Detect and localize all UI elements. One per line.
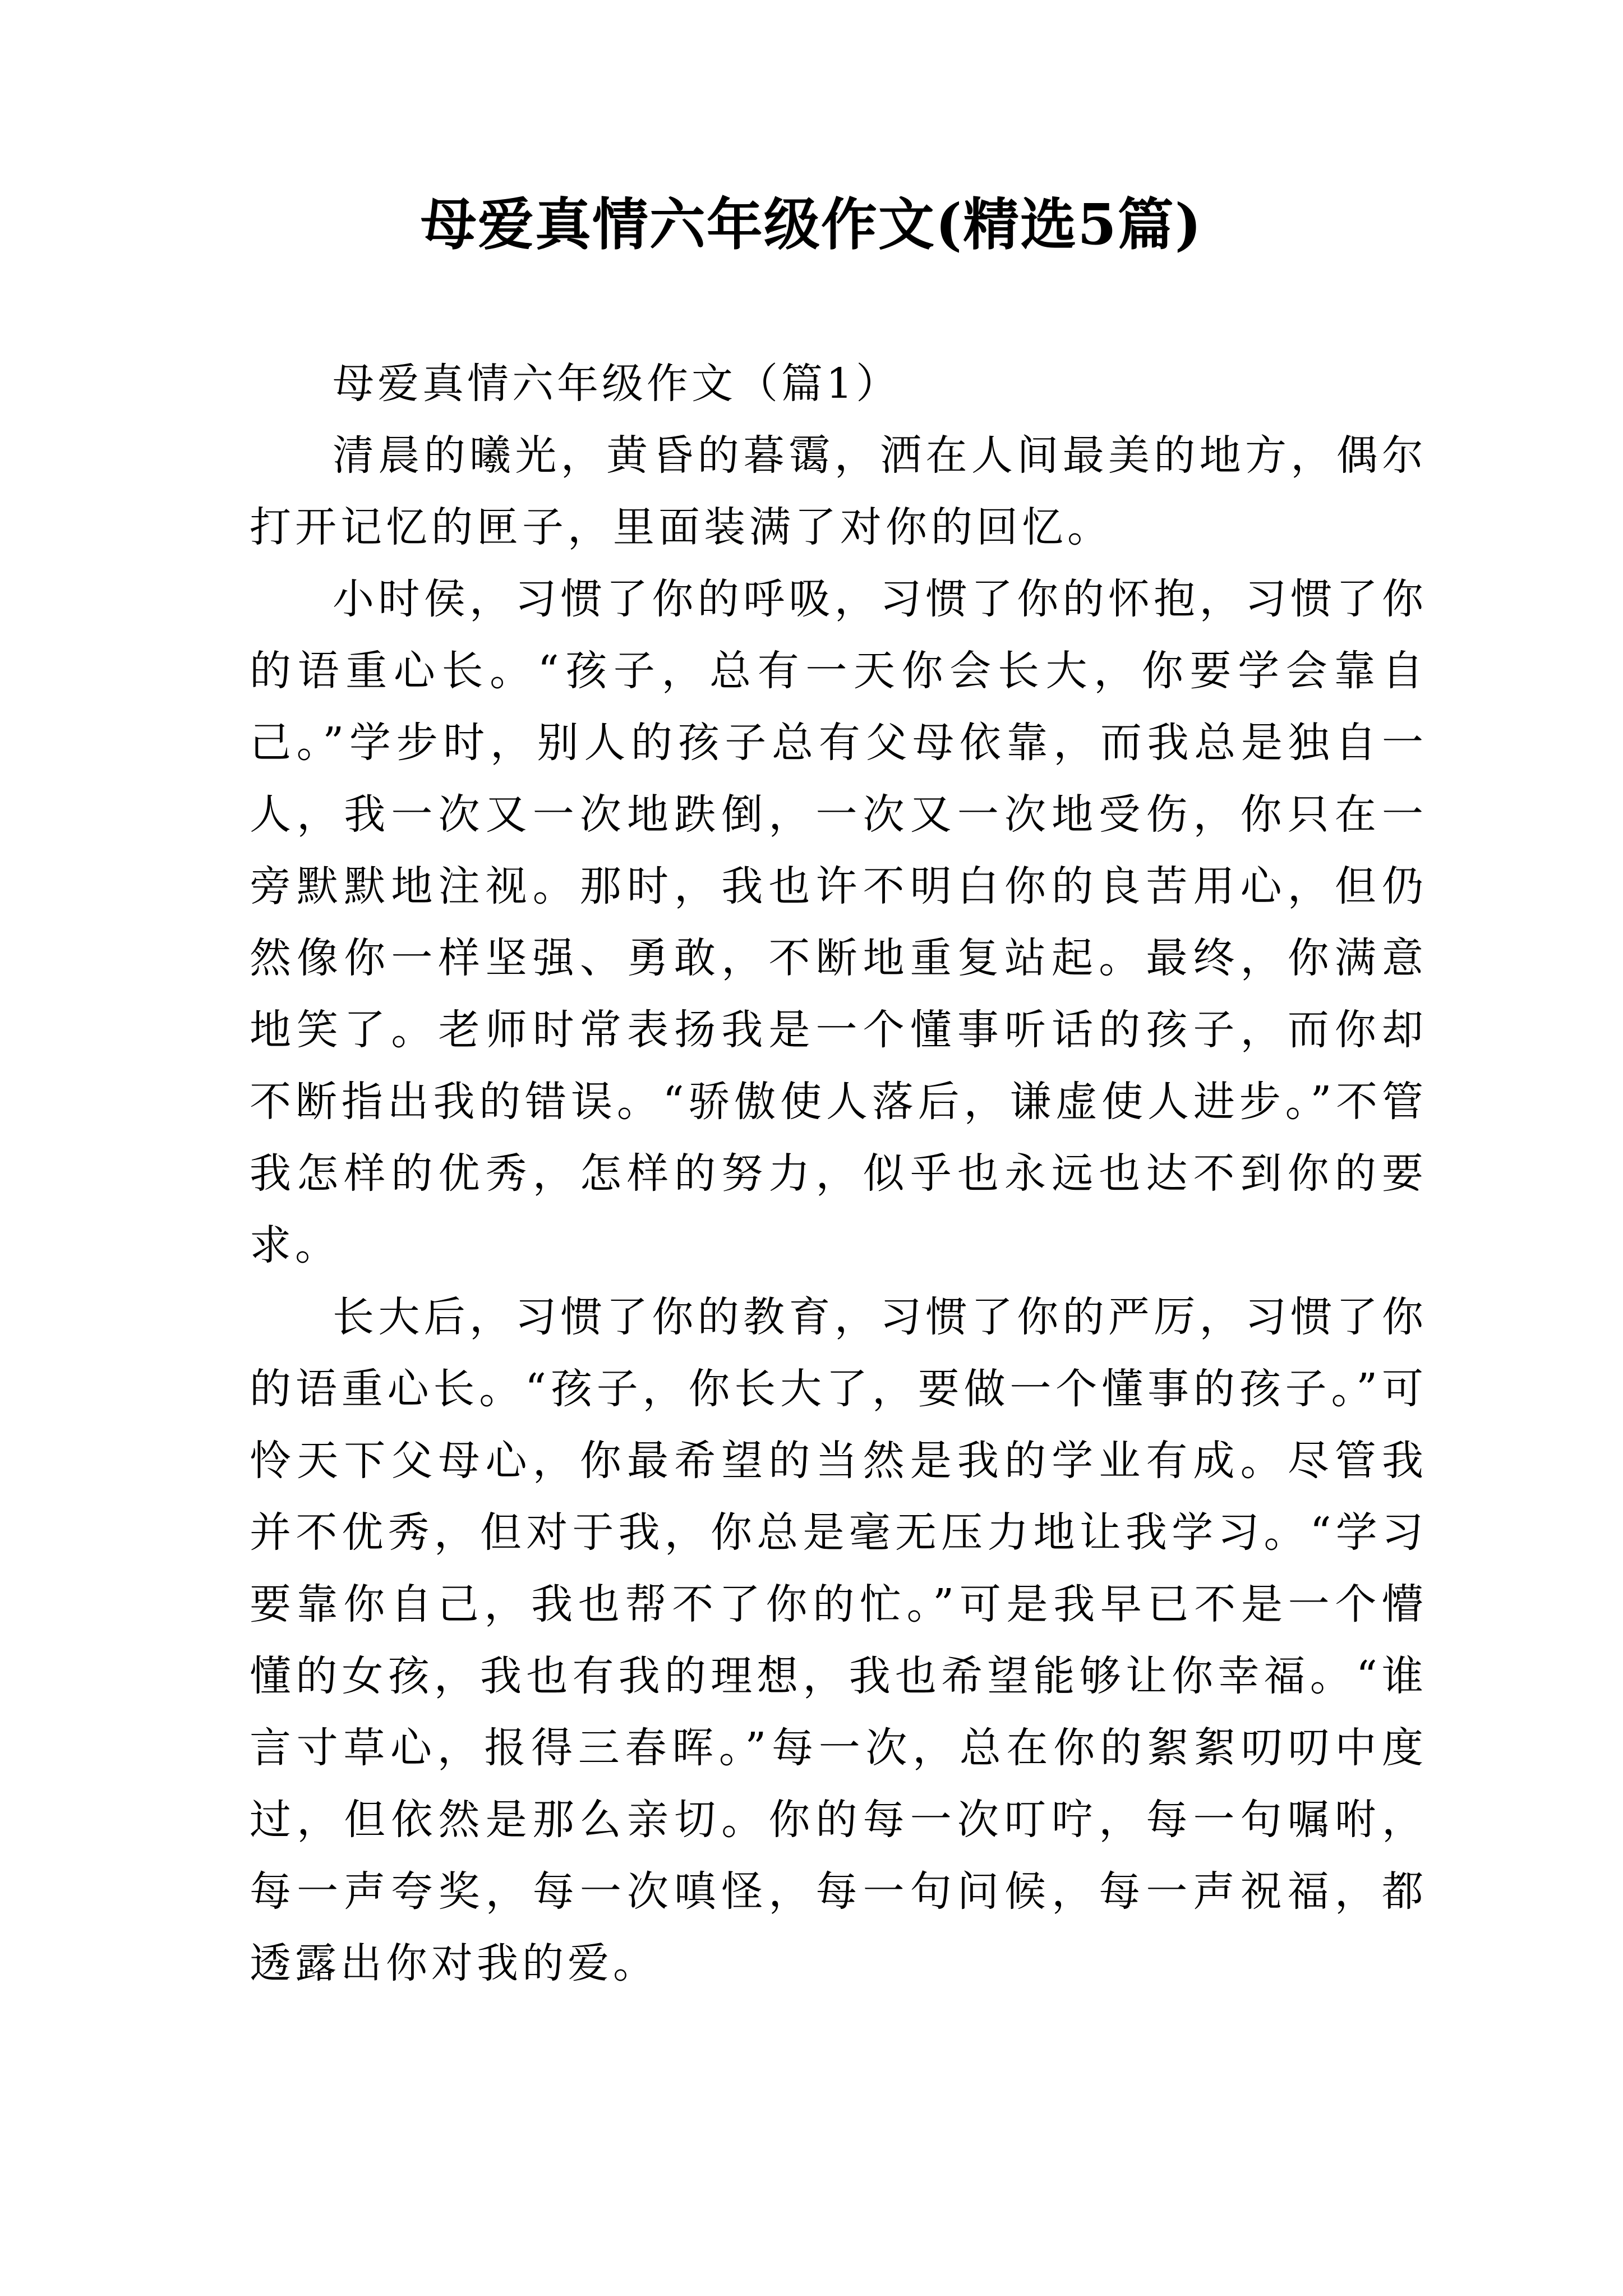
paragraph-2: 小时侯，习惯了你的呼吸，习惯了你的怀抱，习惯了你的语重心长。“孩子，总有一天你会长大，你要学会靠自己。”学步时，别人的孩子总有父母依靠，而我总是独自一人，我一次又一次地跌倒，一次又一次地受伤，你只在一旁默默地注视。那时，我也许不明白你的良苦用心，但仍然像你一样坚强、勇敢，不断地重复站起。最终，你满意地笑了。老师时常表扬我是一个懂事听话的孩子，而你却不断指出我的错误。“骄傲使人落后，谦虚使人进步。”不管我怎样的优秀，怎样的努力，似乎也永远也达不到你的要求。 — [250, 575, 1427, 1269]
paragraph-1: 清晨的曦光，黄昏的暮霭，洒在人间最美的地方，偶尔打开记忆的匣子，里面装满了对你的回忆。 — [250, 431, 1427, 551]
section-heading: 母爱真情六年级作文（篇1） — [333, 360, 901, 408]
paragraph-3: 长大后，习惯了你的教育，习惯了你的严厉，习惯了你的语重心长。“孩子，你长大了，要做一个懂事的孩子。”可怜天下父母心，你最希望的当然是我的学业有成。尽管我并不优秀，但对于我，你总是毫无压力地让我学习。“学习要靠你自己，我也帮不了你的忙。”可是我早已不是一个懵懂的女孩，我也有我的理想，我也希望能够让你幸福。“谁言寸草心，报得三春晖。”每一次，总在你的絮絮叨叨中度过，但依然是那么亲切。你的每一次叮咛，每一句嘱咐，每一声夸奖，每一次嗔怪，每一句问候，每一声祝福，都透露出你对我的爱。 — [250, 1293, 1427, 1987]
document-body — [250, 348, 1427, 1999]
document-title: 母爱真情六年级作文(精选5篇) — [420, 191, 1203, 257]
